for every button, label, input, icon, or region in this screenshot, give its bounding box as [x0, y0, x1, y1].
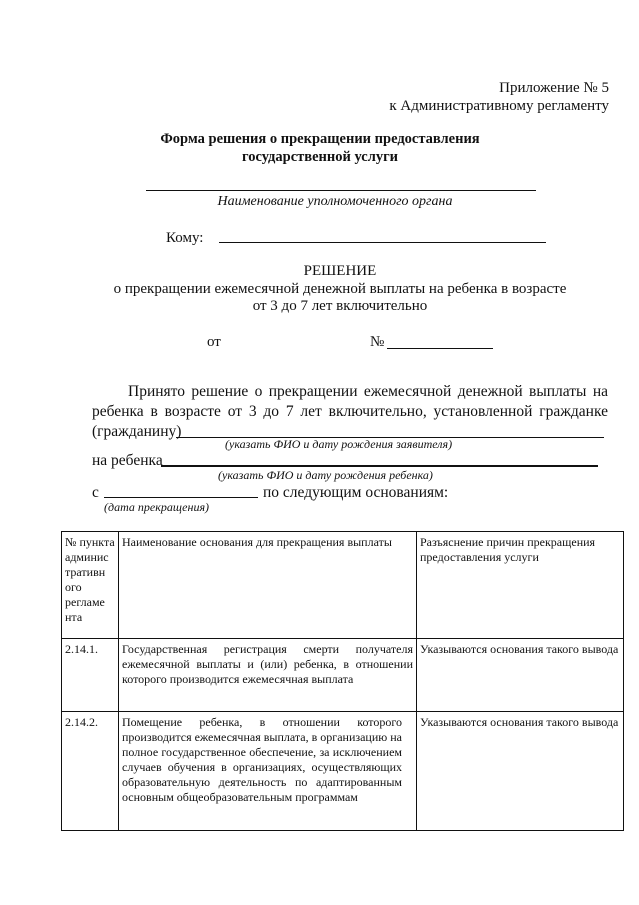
row-num: 2.14.2.	[62, 712, 119, 831]
number-line	[387, 348, 493, 349]
decision-line-1: о прекращении ежемесячной денежной выплаты на ребенка в возрасте	[113, 281, 567, 297]
table-row	[62, 639, 624, 712]
hint-child: (указать ФИО и дату рождения ребенка)	[218, 468, 433, 482]
number-label: №	[370, 334, 385, 350]
to-label: Кому:	[166, 230, 204, 246]
decision-line-2: от 3 до 7 лет включительно	[252, 298, 428, 314]
authority-caption: Наименование уполномоченного органа	[217, 194, 453, 209]
row-name: Государственная регистрация смерти получателя ежемесячной выплаты и (или) ребенка, в отношении которого производится ежемесячная выплата	[119, 639, 417, 712]
appendix-line-2: к Административному регламенту	[389, 98, 609, 114]
recipient-line	[219, 242, 546, 243]
from-date-line	[104, 497, 258, 498]
form-title-line-1: Форма решения о прекращении предоставления	[160, 131, 480, 147]
authority-line	[146, 190, 536, 191]
row-explanation: Указываются основания такого вывода	[417, 712, 624, 831]
child-line	[161, 465, 598, 467]
row-name: Помещение ребенка, в отношении которого производится ежемесячная выплата, в организацию на полное государственное обеспечение, за исключением случаев обучения в организациях, осуществляющих образовательную деятельность по адаптированным основным общеобразовательным программам	[119, 712, 417, 831]
header-num: № пункта админис тративн ого регламе нта	[62, 532, 119, 639]
row-num: 2.14.1.	[62, 639, 119, 712]
table-header-row	[62, 532, 624, 639]
body-line-3-label: (гражданину)	[92, 423, 182, 440]
table-row	[62, 712, 624, 831]
hint-date: (дата прекращения)	[104, 500, 210, 514]
grounds-text: по следующим основаниям:	[263, 484, 449, 501]
child-label: на ребенка	[92, 452, 163, 469]
header-name: Наименование основания для прекращения выплаты	[119, 532, 417, 639]
form-title-line-2: государственной услуги	[241, 149, 399, 165]
decision-heading: РЕШЕНИЕ	[303, 263, 377, 279]
row-explanation: Указываются основания такого вывода	[417, 639, 624, 712]
grounds-table	[61, 531, 624, 831]
date-label: от	[207, 334, 221, 350]
hint-applicant: (указать ФИО и дату рождения заявителя)	[225, 437, 453, 451]
appendix-line-1: Приложение № 5	[499, 80, 609, 96]
body-line-1: Принято решение о прекращении ежемесячной денежной выплаты на	[128, 383, 608, 400]
from-label: с	[92, 484, 99, 501]
body-line-2: ребенка в возрасте от 3 до 7 лет включительно, установленной гражданке	[92, 403, 608, 420]
header-explanation: Разъяснение причин прекращения предоставления услуги	[417, 532, 624, 639]
